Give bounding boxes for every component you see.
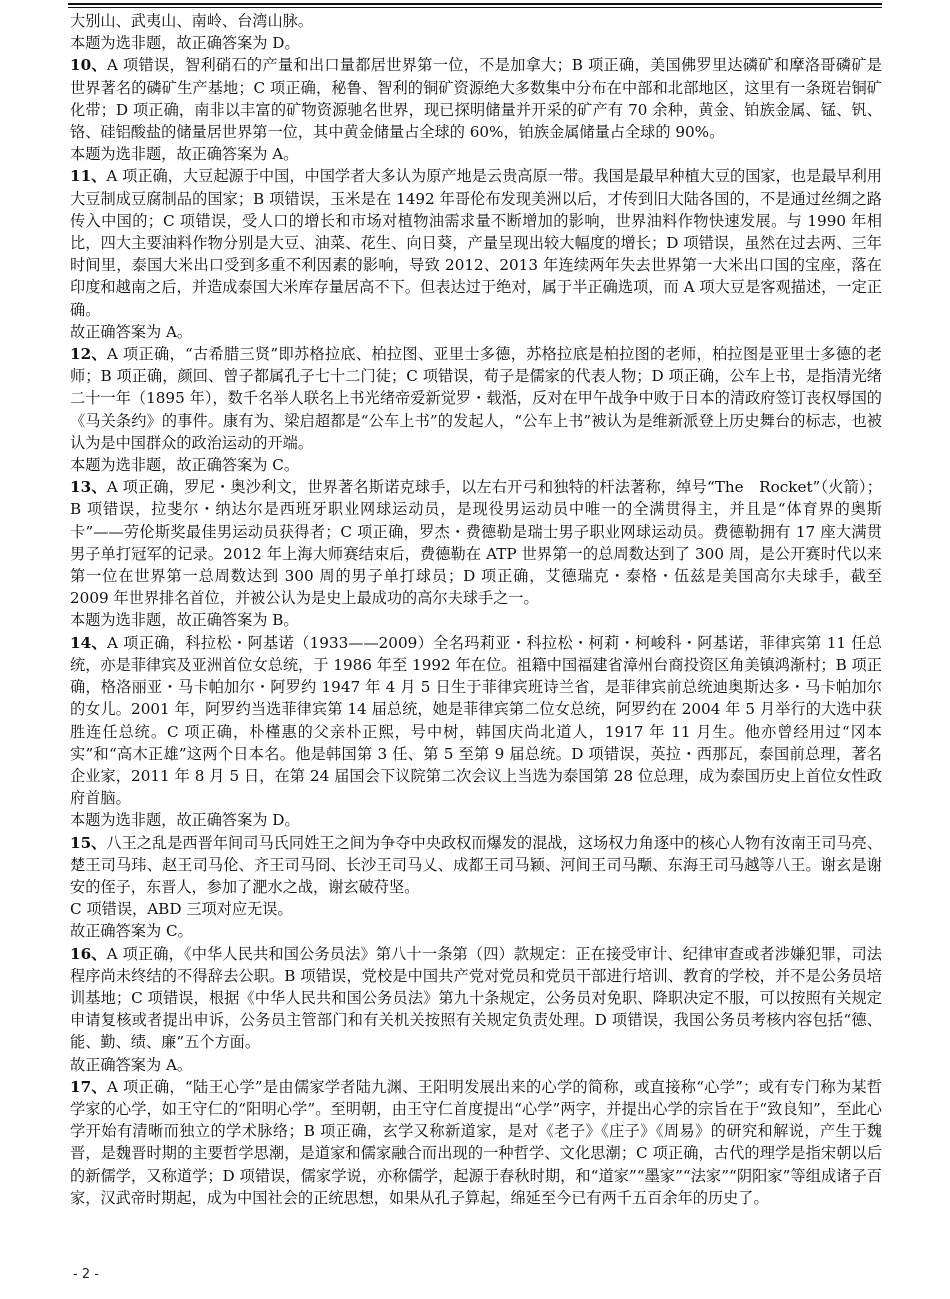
question-explanation <box>70 165 882 320</box>
question-explanation <box>70 343 882 454</box>
answer-line <box>70 898 882 920</box>
question-number: 16、 <box>70 944 107 963</box>
line-text: 大别山、武夷山、南岭、台湾山脉。 <box>70 12 313 30</box>
question-explanation <box>70 1076 882 1209</box>
answer-line <box>70 454 882 476</box>
question-explanation <box>70 54 882 143</box>
line-text: A 项错误，智利硝石的产量和出口量都居世界第一位，不是加拿大；B 项正确，美国佛罗里达磷矿和摩洛哥磷矿是世界著名的磷矿生产基地；C 项正确，秘鲁、智利的铜矿资源绝大多数集中分布在中部和北部地区，这里有一条斑岩铜矿化带；D 项正确，南非以丰富的矿物资源驰名世界，现已探明储量并开采的矿产有 70 余种，黄金、铂族金属、锰、钒、铬、硅铝酸盐的储量居世界第一位，其中黄金储量占全球的 60%，铂族金属储量占全球的 90%。 <box>70 56 882 142</box>
question-explanation <box>70 632 882 810</box>
question-number: 10、 <box>70 56 107 75</box>
line-text: A 项正确，科拉松・阿基诺（1933——2009）全名玛莉亚・科拉松・柯莉・柯峻科・阿基诺，菲律宾第 11 任总统，亦是菲律宾及亚洲首位女总统，于 1986 年至 1992 年在位。祖籍中国福建省漳州台商投资区角美镇鸿渐村；B 项正确，格洛丽亚・马卡帕加尔・阿罗约 1947 年 4 月 5 日生于菲律宾班诗兰省，是菲律宾前总统迪奥斯达多・马卡帕加尔的女儿。2001 年，阿罗约当选菲律宾第 14 届总统，她是菲律宾第二位女总统，阿罗约在 2004 年 5 月举行的大选中获胜连任总统。C 项正确，朴槿惠的父亲朴正熙，号中树，韩国庆尚北道人，1917 年 11 月生。他亦曾经用过“冈本实”和“高木正雄”这两个日本名。他是韩国第 3 任、第 5 至第 9 届总统。D 项错误，英拉・西那瓦，泰国前总理，著名企业家，2011 年 8 月 5 日，在第 24 届国会下议院第二次会议上当选为泰国第 28 位总理，成为泰国历史上首位女性政府首脑。 <box>70 633 882 808</box>
line-text: 八王之乱是西晋年间司马氏同姓王之间为争夺中央政权而爆发的混战，这场权力角逐中的核心人物有汝南王司马亮、楚王司马玮、赵王司马伦、齐王司马冏、长沙王司马乂、成都王司马颖、河间王司马颙、东海王司马越等八王。谢玄是谢安的侄子，东晋人，参加了淝水之战，谢玄破苻坚。 <box>70 833 883 896</box>
question-explanation <box>70 476 882 609</box>
question-number: 13、 <box>70 478 107 497</box>
line-text: 故正确答案为 A。 <box>70 1055 193 1074</box>
question-number: 15、 <box>70 833 107 852</box>
question-number: 12、 <box>70 345 107 364</box>
answer-line <box>70 32 882 54</box>
question-number: 17、 <box>70 1077 107 1096</box>
line-text: C 项错误，ABD 三项对应无误。 <box>70 900 293 919</box>
line-text: A 项正确，大豆起源于中国，中国学者大多认为原产地是云贵高原一带。我国是最早种植大豆的国家，也是最早利用大豆制成豆腐制品的国家；B 项错误，玉米是在 1492 年哥伦布发现美洲以后，才传到旧大陆各国的，不是通过丝绸之路传入中国的；C 项错误，受人口的增长和市场对植物油需求量不断增加的影响，世界油料作物快速发展。与 1990 年相比，四大主要油料作物分别是大豆、油菜、花生、向日葵，产量呈现出较大幅度的增长；D 项错误，虽然在过去两、三年时间里，泰国大米出口受到多重不利因素的影响，导致 2012、2013 年连续两年失去世界第一大米出口国的宝座，落在印度和越南之后，并造成泰国大米库存量居高不下。但表达过于绝对，属于半正确选项，而 A 项大豆是客观描述，一定正确。 <box>70 167 882 319</box>
line-text: A 项正确，罗尼・奥沙利文，世界著名斯诺克球手，以左右开弓和独特的杆法著称，绰号“The Rocket”（火箭）；B 项错误，拉斐尔・纳达尔是西班牙职业网球运动员，是现役男运动员中唯一的全满贯得主，并且是“体育界的奥斯卡”——劳伦斯奖最佳男运动员获得者；C 项正确，罗杰・费德勒是瑞士男子职业网球运动员。费德勒拥有 17 座大满贯男子单打冠军的记录。2012 年上海大师赛结束后，费德勒在 ATP 世界第一的总周数达到了 300 周，是公开赛时代以来第一位在世界第一总周数达到 300 周的男子单打球员；D 项正确，艾德瑞克・泰格・伍兹是美国高尔夫球手，截至 2009 年世界排名首位，并被公认为是史上最成功的高尔夫球手之一。 <box>70 478 882 608</box>
answer-line <box>70 809 882 831</box>
answer-line <box>70 920 882 942</box>
question-number: 14、 <box>70 633 108 652</box>
line-text: 故正确答案为 C。 <box>70 922 193 941</box>
question-number: 11、 <box>70 167 107 186</box>
answer-explanations <box>70 10 882 1209</box>
question-explanation <box>70 943 882 1054</box>
line-text: A 项正确，《中华人民共和国公务员法》第八十一条第（四）款规定：正在接受审计、纪律审查或者涉嫌犯罪，司法程序尚未终结的不得辞去公职。B 项错误，党校是中国共产党对党员和党员干部进行培训、教育的学校，并不是公务员培训基地；C 项错误，根据《中华人民共和国公务员法》第九十条规定，公务员对免职、降职决定不服，可以按照有关规定申请复核或者提出申诉，公务员主管部门和有关机关按照有关规定负责处理。D 项错误，我国公务员考核内容包括“德、能、勤、绩、廉”五个方面。 <box>70 944 882 1052</box>
line-text: A 项正确，“陆王心学”是由儒家学者陆九渊、王阳明发展出来的心学的简称，或直接称“心学”；或有专门称为某哲学家的心学，如王守仁的“阳明心学”。至明朝，由王守仁首度提出“心学”两字，并提出心学的宗旨在于“致良知”，至此心学开始有清晰而独立的学术脉络；B 项正确，玄学又称新道家，是对《老子》《庄子》《周易》的研究和解说，产生于魏晋，是魏晋时期的主要哲学思潮，是道家和儒家融合而出现的一种哲学、文化思潮；C 项正确，古代的理学是指宋朝以后的新儒学，又称道学；D 项错误，儒家学说，亦称儒学，起源于春秋时期，和“道家”“墨家”“法家”“阴阳家”等组成诸子百家，汉武帝时期起，成为中国社会的正统思想，如果从孔子算起，绵延至今已有两千五百余年的历史了。 <box>70 1077 882 1207</box>
line-text: 本题为选非题，故正确答案为 D。 <box>70 811 300 830</box>
answer-line <box>70 1054 882 1076</box>
line-text: 本题为选非题，故正确答案为 A。 <box>70 145 299 164</box>
line-text: 故正确答案为 A。 <box>70 322 193 341</box>
answer-line <box>70 321 882 343</box>
line-text: A 项正确，“古希腊三贤”即苏格拉底、柏拉图、亚里士多德，苏格拉底是柏拉图的老师，柏拉图是亚里士多德的老师；B 项正确，颜回、曾子都属孔子七十二门徒；C 项错误，荀子是儒家的代表人物；D 项正确，公车上书，是指清光绪二十一年（1895 年），数千名举人联名上书光绪帝爱新觉罗・载湉，反对在甲午战争中败于日本的清政府签订丧权辱国的《马关条约》的事件。康有为、梁启超都是“公车上书”的发起人，“公车上书”被认为是维新派登上历史舞台的标志，也被认为是中国群众的政治运动的开端。 <box>70 345 882 452</box>
question-explanation <box>70 832 882 899</box>
answer-line <box>70 10 882 32</box>
answer-line <box>70 609 882 631</box>
line-text: 本题为选非题，故正确答案为 C。 <box>70 456 300 475</box>
line-text: 本题为选非题，故正确答案为 D。 <box>70 34 300 53</box>
page-number: - 2 - <box>73 1267 99 1282</box>
answer-line <box>70 143 882 165</box>
line-text: 本题为选非题，故正确答案为 B。 <box>70 611 299 630</box>
